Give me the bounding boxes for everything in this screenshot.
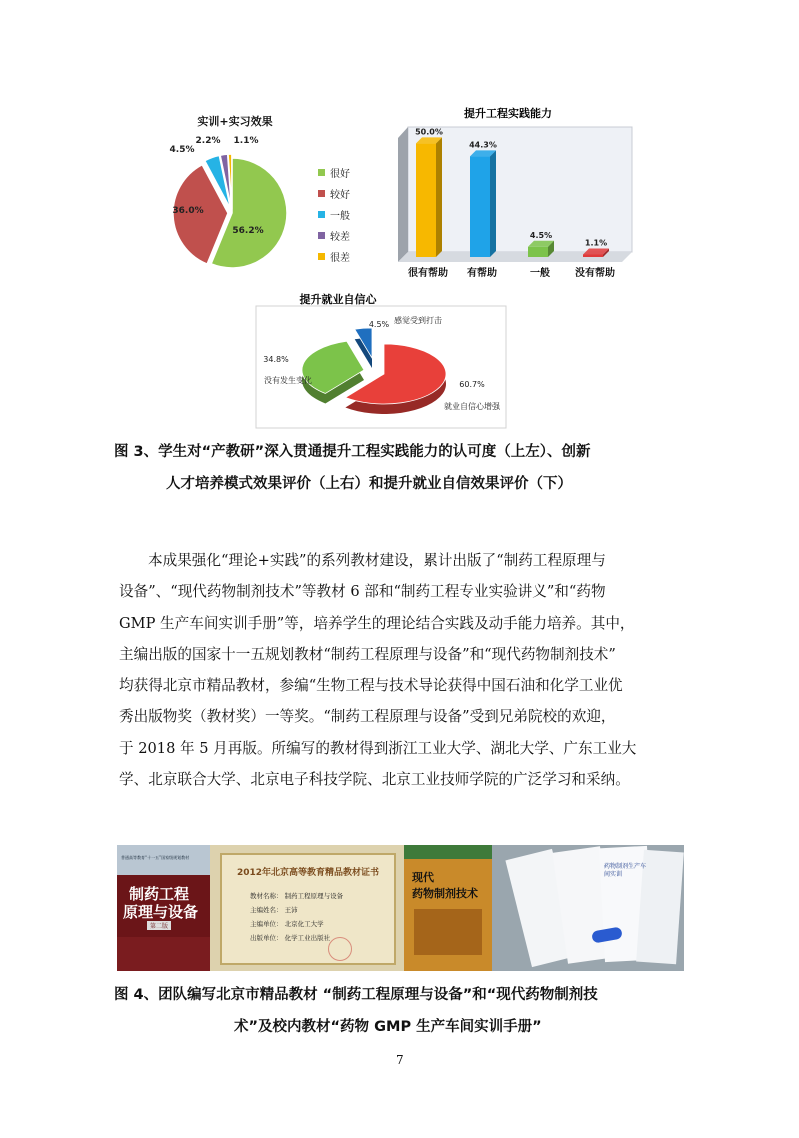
chart3-pie [238,292,518,432]
certificate-line: 主编姓名： 王沛 [250,906,298,914]
chart1-data-label: 2.2% [195,136,221,146]
paragraph-line: 于 2018 年 5 月再版。所编写的教材得到浙江工业大学、湖北大学、广东工业大 [119,739,637,757]
photo-training-manuals [492,845,684,971]
paragraph-line: 均获得北京市精品教材，参编“生物工程与技术导论获得中国石油和化学工业优 [119,677,623,695]
paragraph-line: GMP 生产车间实训手册”等，培养学生的理论结合实践及动手能力培养。其中， [119,614,635,632]
chart1-title: 实训+实习效果 [197,115,273,128]
legend-label: 很差 [330,253,350,264]
certificate-line: 教材名称： 制药工程原理与设备 [250,892,344,900]
paragraph-line: 本成果强化“理论+实践”的系列教材建设，累计出版了“制药工程原理与 [148,552,606,569]
chart2-bar-side [436,137,442,257]
chart1-data-label: 56.2% [232,226,264,236]
certificate-title: 2012年北京高等教育精品教材证书 [236,868,380,878]
photo-certificate [210,845,404,971]
chart1-data-label: 1.1% [233,136,259,146]
chart1-data-label: 4.5% [169,145,195,155]
figure3-caption-line1: 图 3、学生对“产教研”深入贯通提升工程实践能力的认可度（上左）、创新 [114,444,591,460]
book2-title2: 药物制剂技术 [412,887,478,900]
legend-swatch [318,232,325,239]
legend-swatch [318,190,325,197]
figure4-caption-line2: 术”及校内教材“药物 GMP 生产车间实训手册” [234,1019,542,1035]
chart3-data-label: 34.8% [263,355,289,364]
chart1-pie [150,125,310,275]
chart2-tick-label: 一般 [530,268,550,279]
chart3-category-label: 没有发生变化 [264,376,312,385]
figure4-caption-line1: 图 4、团队编写北京市精品教材 “制药工程原理与设备”和“现代药物制剂技 [114,987,598,1003]
legend-label: 很好 [330,169,350,180]
body-paragraph [119,545,681,795]
legend-swatch [318,253,325,260]
legend-label: 较好 [330,190,350,201]
photo-book-pharma-engineering [117,845,210,971]
chart3-data-label: 60.7% [459,380,485,389]
certificate-line: 主编单位： 北京化工大学 [250,920,324,928]
book1-header: 普通高等教育“十一五”国家级规划教材 [121,855,190,860]
legend-swatch [318,211,325,218]
figure3-caption-line2: 人才培养模式效果评价（上右）和提升就业自信效果评价（下） [166,476,572,492]
book1-title2: 原理与设备 [123,903,199,921]
chart3-title: 提升就业自信心 [299,293,377,306]
page-number: 7 [396,1053,404,1067]
chart1-data-label: 36.0% [172,206,204,216]
legend-swatch [318,169,325,176]
chart1-legend-item [318,183,378,204]
chart2-tick-label: 有帮助 [467,268,497,279]
book2-title1: 现代 [412,871,434,884]
chart2-bar-没有帮助 [583,255,603,258]
photo-book-modern-formulation [404,845,492,971]
paragraph-line: 主编出版的国家十一五规划教材“制药工程原理与设备”和“现代药物制剂技术” [119,645,616,663]
chart3-category-label: 感觉受到打击 [394,316,442,325]
certificate-seal [328,937,352,961]
chart1-legend-item [318,162,378,183]
chart2-bar-一般 [528,247,548,257]
manual-title: 药物制剂生产车间实训 [604,863,647,878]
chart2-data-label: 44.3% [469,140,497,150]
chart2-title: 提升工程实践能力 [464,107,552,120]
chart2-bar [378,100,638,280]
chart2-tick-label: 很有帮助 [408,268,448,279]
chart3-data-label: 4.5% [368,320,390,329]
chart2-data-label: 4.5% [529,230,553,240]
paragraph-line: 设备”、“现代药物制剂技术”等教材 6 部和“制药工程专业实验讲义”和“药物 [119,583,606,601]
chart1-legend-item [318,225,378,246]
book1-edition: 第二版 [147,921,171,930]
chart2-data-label: 1.1% [584,238,608,248]
chart1-legend-item [318,204,378,225]
chart1-legend [318,162,378,267]
chart2-side-wall [398,127,408,262]
chart2-bar-有帮助 [470,156,490,257]
paragraph-line: 秀出版物奖（教材奖）一等奖。“制药工程原理与设备”受到兄弟院校的欢迎， [119,708,616,726]
chart3-category-label: 就业自信心增强 [444,402,500,411]
certificate-line: 出版单位： 化学工业出版社 [250,934,331,942]
chart2-data-label: 50.0% [415,127,443,137]
legend-label: 一般 [330,211,350,222]
chart2-bar-side [490,150,496,257]
chart2-tick-label: 没有帮助 [575,268,615,279]
chart2-bar-很有帮助 [416,143,436,257]
chart1-legend-item [318,246,378,267]
legend-label: 较差 [330,232,350,243]
paragraph-line: 学、北京联合大学、北京电子科技学院、北京工业技师学院的广泛学习和采纳。 [119,771,630,789]
book1-title1: 制药工程 [129,885,190,903]
